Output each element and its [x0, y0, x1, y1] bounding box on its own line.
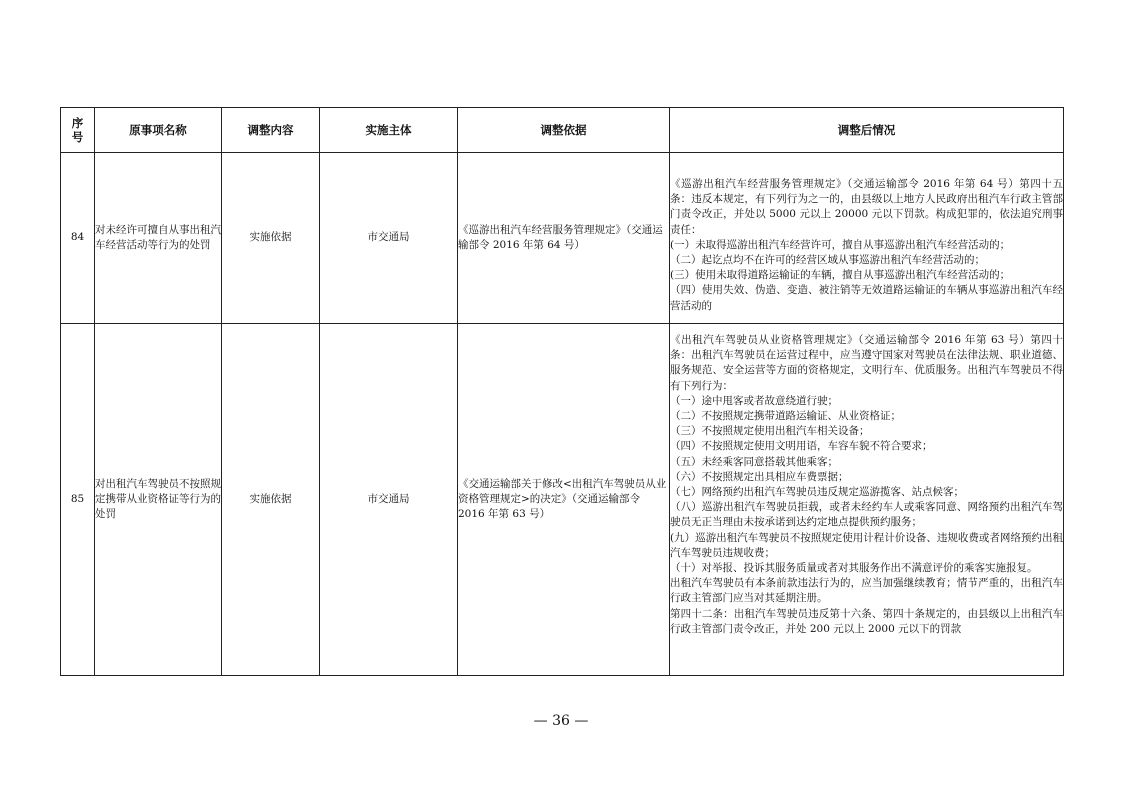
row-subject: 市交通局	[320, 153, 458, 324]
row-after-situation	[670, 324, 1064, 676]
after-paragraph: 《出租汽车驾驶员从业资格管理规定》（交通运输部令 2016 年第 63 号）第四十条：出租汽车驾驶员在运营过程中，应当遵守国家对驾驶员在法律法规、职业道德、服务规范、安全运营等方面的资格规定，文明行车、优质服务。出租汽车驾驶员不得有下列行为：	[670, 334, 1063, 392]
page-number: — 36 —	[533, 713, 589, 729]
row-adjust-content: 实施依据	[222, 324, 320, 676]
after-paragraph: （四）使用失效、伪造、变造、被注销等无效道路运输证的车辆从事巡游出租汽车经营活动的	[670, 284, 1063, 312]
header-subject: 实施主体	[320, 108, 458, 153]
after-paragraph: (一）未取得巡游出租汽车经营许可，擅自从事巡游出租汽车经营活动的；	[670, 238, 1011, 251]
after-paragraph: (三）使用未取得道路运输证的车辆，擅自从事巡游出租汽车经营活动的；	[670, 269, 1011, 282]
after-paragraph: （七）网络预约出租汽车驾驶员违反规定巡游揽客、站点候客；	[670, 486, 964, 499]
header-content: 调整内容	[222, 108, 320, 153]
after-paragraph: 出租汽车驾驶员有本条前款违法行为的，应当加强继续教育；情节严重的，出租汽车行政主管部门应当对其延期注册。	[670, 577, 1063, 605]
row-number: 84	[61, 153, 95, 324]
header-after: 调整后情况	[670, 108, 1064, 153]
after-paragraph: （二）不按照规定携带道路运输证、从业资格证；	[670, 410, 901, 423]
after-paragraph: （十）对举报、投诉其服务质量或者对其服务作出不满意评价的乘客实施报复。	[670, 562, 1038, 575]
row-item-name: 对未经许可擅自从事出租汽车经营活动等行为的处罚	[95, 153, 222, 324]
row-number: 85	[61, 324, 95, 676]
after-paragraph: （四）不按照规定使用文明用语，车容车貌不符合要求；	[670, 440, 933, 453]
header-seq-text: 序号	[71, 116, 84, 144]
row-item-name: 对出租汽车驾驶员不按照规定携带从业资格证等行为的处罚	[95, 324, 222, 676]
table-header-row	[61, 108, 1064, 153]
header-basis: 调整依据	[458, 108, 670, 153]
after-paragraph: （二）起讫点均不在许可的经营区域从事巡游出租汽车经营活动的；	[670, 254, 985, 267]
after-paragraph: 第四十二条：出租汽车驾驶员违反第十六条、第四十条规定的，由县级以上出租汽车行政主管部门责令改正，并处 200 元以上 2000 元以下的罚款	[670, 607, 1063, 635]
row-after-situation	[670, 153, 1064, 324]
table-row	[61, 324, 1064, 676]
after-paragraph: （一）途中甩客或者故意绕道行驶；	[670, 394, 838, 407]
after-paragraph: （五）未经乘客同意搭载其他乘客；	[670, 455, 838, 468]
header-name: 原事项名称	[95, 108, 222, 153]
row-basis: 《交通运输部关于修改<出租汽车驾驶员从业资格管理规定>的决定》（交通运输部令 2016 年第 63 号）	[458, 324, 670, 676]
row-subject: 市交通局	[320, 324, 458, 676]
header-seq	[61, 108, 95, 153]
regulation-table	[60, 107, 1064, 676]
row-adjust-content: 实施依据	[222, 153, 320, 324]
after-paragraph: （六）不按照规定出具相应车费票据；	[670, 470, 849, 483]
after-paragraph: （八）巡游出租汽车驾驶员拒载，或者未经约车人或乘客同意、网络预约出租汽车驾驶员无正当理由未按承诺到达约定地点提供预约服务；	[670, 501, 1063, 529]
after-paragraph: (九）巡游出租汽车驾驶员不按照规定使用计程计价设备、违规收费或者网络预约出租汽车驾驶员违规收费；	[670, 531, 1063, 559]
table-row	[61, 153, 1064, 324]
row-basis: 《巡游出租汽车经营服务管理规定》（交通运输部令 2016 年第 64 号）	[458, 153, 670, 324]
after-paragraph: 《巡游出租汽车经营服务管理规定》（交通运输部令 2016 年第 64 号）第四十五条：违反本规定，有下列行为之一的，由县级以上地方人民政府出租汽车行政主管部门责令改正，并处以 5000 元以上 20000 元以下罚款。构成犯罪的，依法追究刑事责任：	[670, 178, 1063, 236]
after-paragraph: （三）不按照规定使用出租汽车相关设备；	[670, 425, 870, 438]
